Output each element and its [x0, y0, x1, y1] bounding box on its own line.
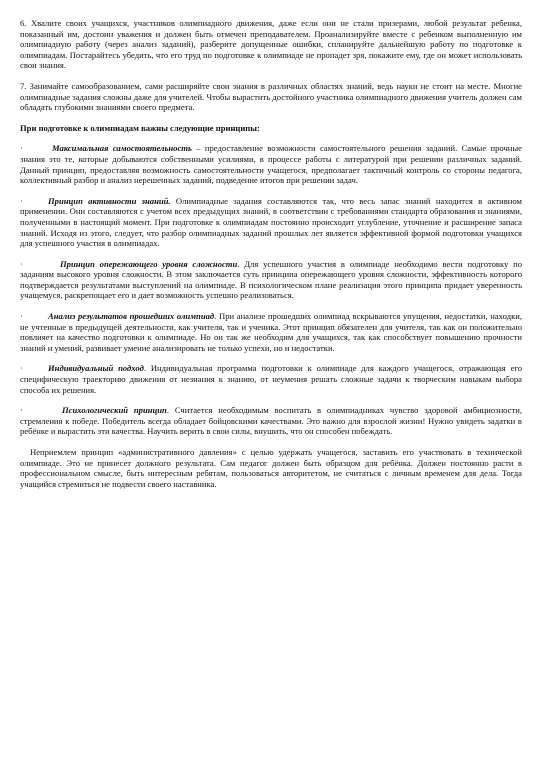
bullet-marker: ·	[20, 405, 23, 416]
bullet-marker: ·	[20, 311, 23, 322]
closing-paragraph: Неприемлем принцип «административного давления» с целью удержать учащегося, заставить его участвовать в технической олимпиаде. Это не принесет должного результата. Сам педагог должен быть образцом для ребёнка. Должен постоянно расти в профессиональном смысле, быть интересным ребятам, пользоваться авторитетом, не считаться с личным временем для дела. Тогда учащийся стремиться не подвести своего наставника.	[20, 447, 522, 489]
document-page	[20, 18, 522, 499]
bullet-marker: ·	[20, 143, 23, 154]
bullet-marker: ·	[20, 195, 23, 206]
principle-item	[20, 143, 522, 185]
principle-text: – предоставление возможности самостоятельного решения заданий. Самые прочные знания это те, которые добываются собственными усилиями, в процессе работы с литературой при решении различных заданий. Данный принцип, предоставляя возможность самостоятельности учащегося, предполагает тактичный контроль со стороны педагога, коллективный разбор и анализ нерешенных заданий, подведение итогов при решении задач.	[20, 143, 522, 186]
principle-text: . Индивидуальная программа подготовки к олимпиаде для каждого учащегося, отражающая его специфическую траекторию движения от незнания к знанию, от неумения решать сложные задачи к творческим навыкам выбора способа их решения.	[20, 363, 522, 395]
principle-term: Психологический принцип	[62, 405, 167, 416]
principle-text: . Считается необходимым воспитать в олимпиадниках чувство здоровой амбициозности, стремления к победе. Победитель всегда обладает бойцовскими качествами. Это важно для взрослой жизни! Нужно увидеть задатки в ребёнке и вырастить эти качества. Научить верить в свои силы, внушить, что он способен побеждать.	[20, 405, 522, 437]
principle-term: Принцип активности знаний.	[48, 195, 171, 206]
bullet-marker: ·	[20, 363, 23, 374]
principle-item	[20, 259, 522, 301]
principle-text: . Для успешного участия в олимпиаде необходимо вести подготовку по заданиям высокого уровня сложности. В этом заключается суть принципа опережающего уровня сложности, эффективность которого подтверждается результатами выступлений на олимпиаде. В психологическом плане реализация этого принципа придает уверенность учащемуся, раскрепощает его и дает возможность успешно реализоваться.	[20, 258, 522, 301]
principle-term: Индивидуальный подход	[48, 363, 144, 374]
paragraph-6: 6. Хвалите своих учащихся, участников олимпиадного движения, даже если они не стали призерами, любой результат ребенка, показанный им, достоин уважения и должен быть отмечен преподавателем. Проанализируйте вместе с ребенком выполненную им олимпиадную работу (через анализ заданий), разберите допущенные ошибки, спланируйте дальнейшую работу по подготовке к олимпиадам. Постарайтесь убедить, что его труд по подготовке к олимпиаде не пропадет зря, покажите ему, где он может использовать свои знания.	[20, 18, 522, 71]
principle-item	[20, 363, 522, 395]
principle-item	[20, 196, 522, 249]
principle-text: Олимпиадные задания составляются так, что весь запас знаний находится в активном применении. Они составляются с учетом всех предыдущих знаний, в соответствии с требованиями стандарта образования и знаниями, полученными в настоящий момент. При подготовке к олимпиадам постоянно происходит углубление, уточнение и расширение запаса знаний. Исходя из этого, следует, что разбор олимпиадных заданий прошлых лет является эффективной формой подготовки учащихся для успешного участия в олимпиадах.	[20, 195, 522, 249]
principle-text: . При анализе прошедших олимпиад вскрываются упущения, недостатки, находки, не учтенные в предыдущей деятельности, как учителя, так и ученика. Этот принцип обязателен для учителя, так как он положительно повлияет на качество подготовки к олимпиаде. Но он так же необходим для учащихся, так как способствует повышению прочности знаний и умений, развивает умение анализировать не только успехи, но и недостатки.	[20, 311, 522, 353]
principles-heading: При подготовке к олимпиадам важны следующие принципы:	[20, 122, 260, 133]
principle-item	[20, 311, 522, 353]
paragraph-7: 7. Занимайте самообразованием, сами расширяйте свои знания в различных областях знаний, ведь науки не стоит на месте. Многие олимпиадные задания сложны даже для учителей. Чтобы вырастить достойного участника олимпиадного движения учитель должен сам обладать глубокими знаниями своего предмета.	[20, 80, 522, 113]
bullet-marker: ·	[20, 258, 23, 269]
principle-term: Максимальная самостоятельность	[52, 143, 192, 154]
principle-term: Анализ результатов прошедших олимпиад	[48, 311, 215, 322]
principle-term: Принцип опережающего уровня сложности	[60, 258, 238, 269]
principle-item	[20, 405, 522, 437]
